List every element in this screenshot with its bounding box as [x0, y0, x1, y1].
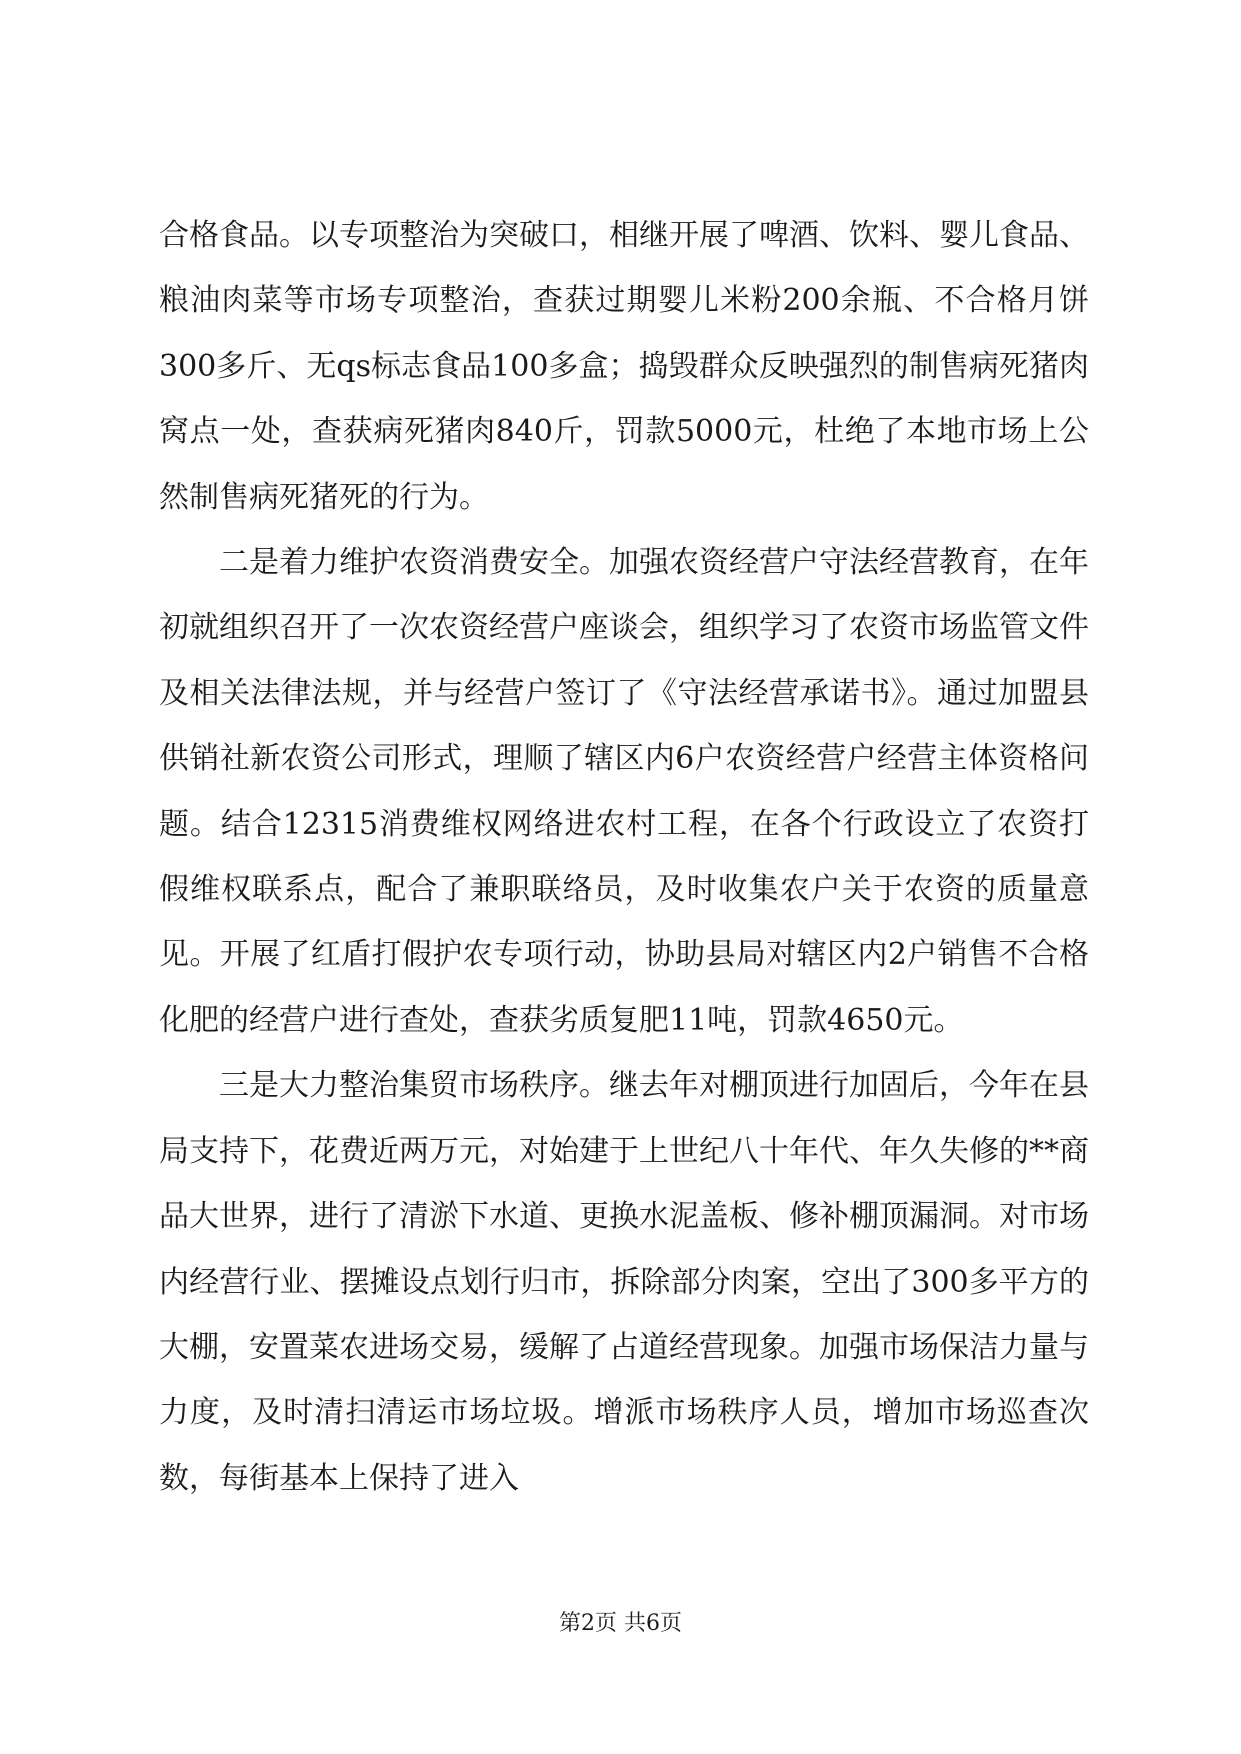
paragraph-continued: 合格食品。以专项整治为突破口，相继开展了啤酒、饮料、婴儿食品、粮油肉菜等市场专项整治，查获过期婴儿米粉200余瓶、不合格月饼300多斤、无qs标志食品100多盒；捣毁群众反映强烈的制售病死猪肉窝点一处，查获病死猪肉840斤，罚款5000元，杜绝了本地市场上公然制售病死猪死的行为。 [159, 218, 1089, 515]
document-body [159, 203, 1089, 1511]
page-number-footer: 第2页 共6页 [559, 1611, 682, 1636]
paragraph-agricultural-supplies: 二是着力维护农资消费安全。加强农资经营户守法经营教育，在年初就组织召开了一次农资经营户座谈会，组织学习了农资市场监管文件及相关法律法规，并与经营户签订了《守法经营承诺书》。通过加盟县供销社新农资公司形式，理顺了辖区内6户农资经营户经营主体资格问题。结合12315消费维权网络进农村工程，在各个行政设立了农资打假维权联系点，配合了兼职联络员，及时收集农户关于农资的质量意见。开展了红盾打假护农专项行动，协助县局对辖区内2户销售不合格化肥的经营户进行查处，查获劣质复肥11吨，罚款4650元。 [159, 545, 1089, 1038]
paragraph-market-order: 三是大力整治集贸市场秩序。继去年对棚顶进行加固后，今年在县局支持下，花费近两万元，对始建于上世纪八十年代、年久失修的**商品大世界，进行了清淤下水道、更换水泥盖板、修补棚顶漏洞。对市场内经营行业、摆摊设点划行归市，拆除部分肉案，空出了300多平方的大棚，安置菜农进场交易，缓解了占道经营现象。加强市场保洁力量与力度，及时清扫清运市场垃圾。增派市场秩序人员，增加市场巡查次数，每街基本上保持了进入 [159, 1068, 1089, 1496]
